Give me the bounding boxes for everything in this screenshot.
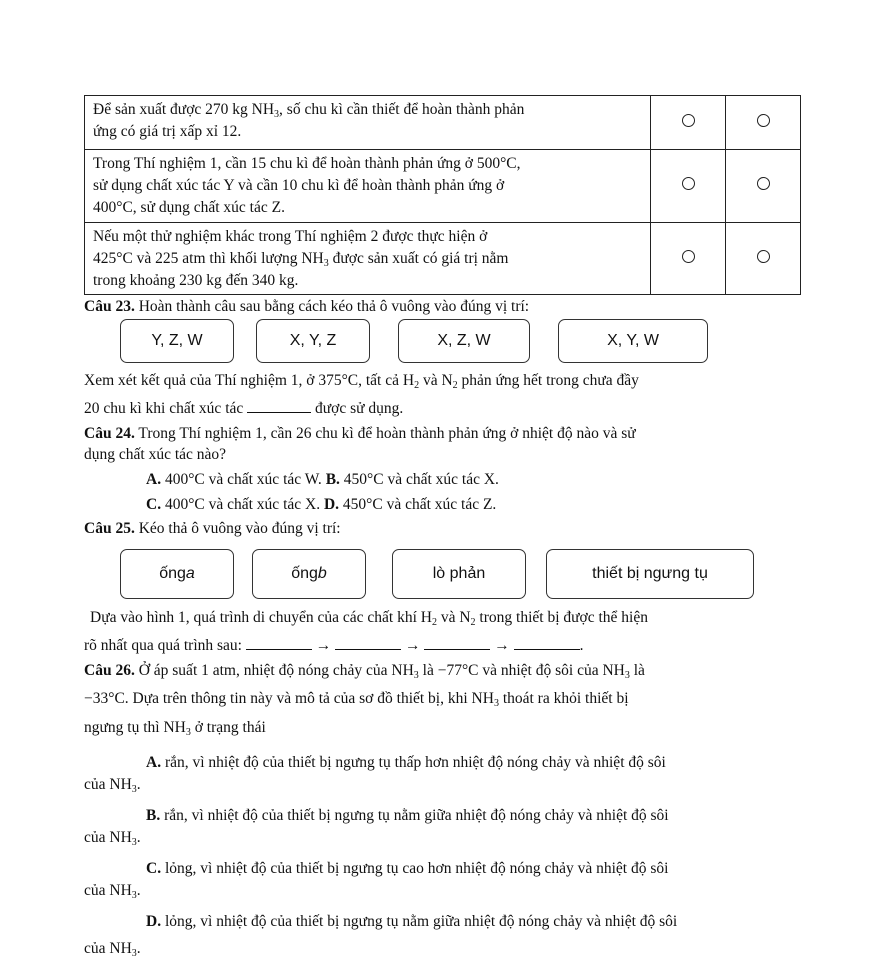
chip-x-y-z[interactable]: X, Y, Z: [256, 319, 370, 363]
option-b-cont: của $NH_3$.: [84, 829, 141, 848]
true-cell: [651, 150, 726, 223]
true-radio[interactable]: [682, 250, 695, 263]
chip-ong-a[interactable]: ống a: [120, 549, 234, 599]
option-d[interactable]: D. lỏng, vì nhiệt độ của thiết bị ngưng tụ nằm giữa nhiệt độ nóng chảy và nhiệt độ sôi: [146, 913, 678, 930]
drop-blank-4[interactable]: [514, 635, 580, 650]
q24-options-cd: [146, 494, 496, 516]
q25-sentence-line1: Dựa vào hình 1, quá trình di chuyển của các chất khí $H_2$ và $N_2$ trong thiết bị được thể hiện: [90, 609, 648, 628]
true-radio[interactable]: [682, 177, 695, 190]
false-radio[interactable]: [757, 250, 770, 263]
chip-lo-phan[interactable]: lò phản: [392, 549, 526, 599]
option-a[interactable]: A. rắn, vì nhiệt độ của thiết bị ngưng tụ thấp hơn nhiệt độ nóng chảy và nhiệt độ sôi: [146, 754, 666, 771]
q26-prompt-line3: ngưng tụ thì $NH_3$ ở trạng thái: [84, 719, 266, 738]
drop-blank-2[interactable]: [335, 635, 401, 650]
option-b[interactable]: B. 450°C và chất xúc tác X.: [325, 471, 499, 488]
table-row: [85, 96, 801, 150]
option-c[interactable]: C. 400°C và chất xúc tác X.: [146, 496, 324, 513]
drop-blank[interactable]: [247, 398, 311, 413]
true-cell: [651, 223, 726, 295]
statement-cell: Nếu một thử nghiệm khác trong Thí nghiệm 2 được thực hiện ở 425°C và 225 atm thì khối lượng $NH_3$ được sản xuất có giá trị nằm trong khoảng 230 kg đến 340 kg.: [85, 223, 651, 295]
drop-blank-1[interactable]: [246, 635, 312, 650]
q25-prompt: Câu 25. Kéo thả ô vuông vào đúng vị trí:: [84, 520, 341, 537]
table-row: [85, 150, 801, 223]
q26-prompt-line2: −33°C. Dựa trên thông tin này và mô tả của sơ đồ thiết bị, khi $NH_3$ thoát ra khỏi thiết bị: [84, 690, 629, 709]
option-d-cont: của $NH_3$.: [84, 940, 141, 959]
option-d[interactable]: D. 450°C và chất xúc tác Z.: [323, 496, 497, 513]
q24-prompt-line2: dụng chất xúc tác nào?: [84, 446, 227, 463]
true-cell: [651, 96, 726, 150]
chip-y-z-w[interactable]: Y, Z, W: [120, 319, 234, 363]
statement-cell: Trong Thí nghiệm 1, cần 15 chu kì để hoàn thành phản ứng ở 500°C, sử dụng chất xúc tác Y và cần 10 chu kì để hoàn thành phản ứng ở 400°C, sử dụng chất xúc tác Z.: [85, 150, 651, 223]
false-cell: [726, 223, 801, 295]
q25-sentence-line2: rõ nhất qua quá trình sau: → → → .: [84, 637, 584, 654]
q24-prompt: Câu 24. Trong Thí nghiệm 1, cần 26 chu kì để hoàn thành phản ứng ở nhiệt độ nào và sử: [84, 425, 636, 442]
chip-x-z-w[interactable]: X, Z, W: [398, 319, 530, 363]
option-a[interactable]: A. 400°C và chất xúc tác W.: [146, 471, 326, 488]
option-c[interactable]: C. lỏng, vì nhiệt độ của thiết bị ngưng tụ cao hơn nhiệt độ nóng chảy và nhiệt độ sôi: [146, 860, 669, 877]
q23-prompt: Câu 23. Hoàn thành câu sau bằng cách kéo thả ô vuông vào đúng vị trí:: [84, 298, 530, 315]
q26-prompt-line1: Câu 26. Ở áp suất 1 atm, nhiệt độ nóng chảy của $NH_3$ là −77°C và nhiệt độ sôi của $NH_3$ là: [84, 662, 645, 681]
q24-options-ab: [146, 469, 499, 491]
option-a-cont: của $NH_3$.: [84, 776, 141, 795]
chip-ong-b[interactable]: ống b: [252, 549, 366, 599]
statement-table: [84, 95, 801, 295]
table-row: [85, 223, 801, 295]
false-radio[interactable]: [757, 177, 770, 190]
false-radio[interactable]: [757, 114, 770, 127]
statement-cell: Để sản xuất được 270 kg $NH_3$, số chu kì cần thiết để hoàn thành phản ứng có giá trị xấp xỉ 12.: [85, 96, 651, 150]
chip-x-y-w[interactable]: X, Y, W: [558, 319, 708, 363]
true-radio[interactable]: [682, 114, 695, 127]
option-c-cont: của $NH_3$.: [84, 882, 141, 901]
drop-blank-3[interactable]: [424, 635, 490, 650]
false-cell: [726, 150, 801, 223]
chip-thiet-bi-ngung-tu[interactable]: thiết bị ngưng tụ: [546, 549, 754, 599]
false-cell: [726, 96, 801, 150]
q23-sentence-line1: Xem xét kết quả của Thí nghiệm 1, ở 375°C, tất cả $H_2$ và $N_2$ phản ứng hết trong chưa đầy: [84, 372, 639, 391]
option-b[interactable]: B. rắn, vì nhiệt độ của thiết bị ngưng tụ nằm giữa nhiệt độ nóng chảy và nhiệt độ sôi: [146, 807, 669, 824]
q23-sentence-line2: 20 chu kì khi chất xúc tác được sử dụng.: [84, 400, 404, 417]
